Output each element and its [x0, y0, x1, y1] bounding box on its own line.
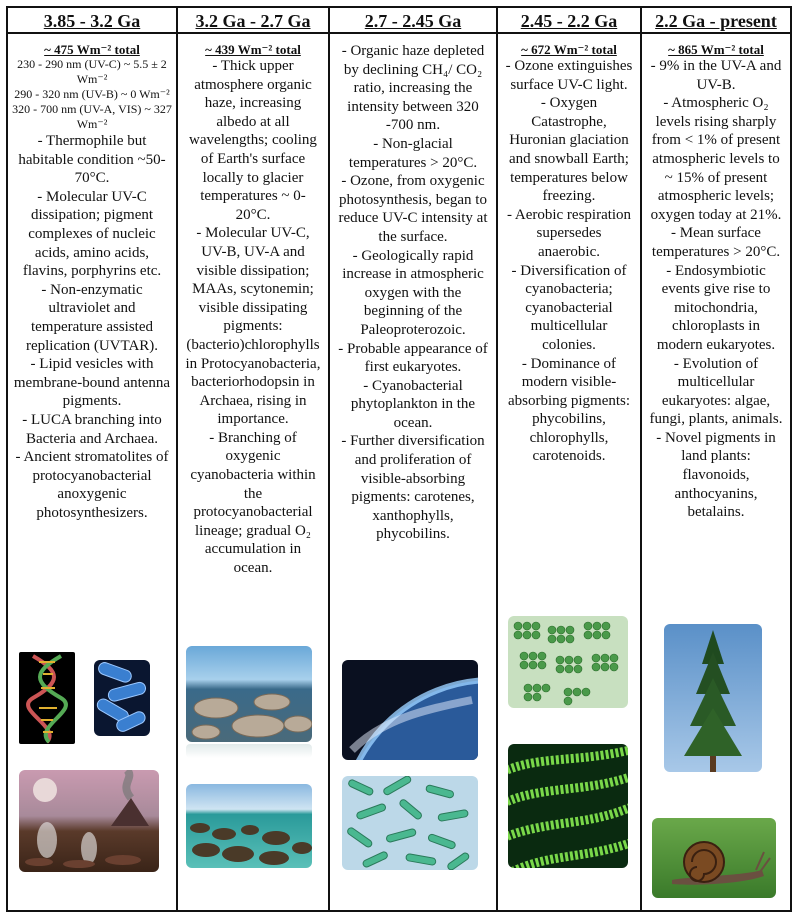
column-header: 3.85 - 3.2 Ga [8, 8, 176, 34]
column-header: 2.7 - 2.45 Ga [330, 8, 496, 34]
total-flux: ~ 865 Wm⁻² total [668, 42, 764, 57]
column-2-2-ga-present [642, 8, 790, 910]
column-2-7-2-45-ga [330, 8, 498, 910]
filamentous-algae-image [508, 744, 628, 868]
bacteria-image [94, 660, 150, 736]
column-2-45-2-2-ga [498, 8, 642, 910]
cyanobacteria-colony-image [508, 616, 628, 708]
column-text: - 9% in the UV-A and UV-B. - Atmospheric O₂ levels rising sharply from < 1% of present atmospheric levels to ~ 15% of present atmospheric levels; oxygen today at 21%. - Mean surface temperatures > 20°C. - Endosymbiotic events give rise to mitochondria, chloroplasts in modern eukaryotes. - Evolution of multicellular eukaryotes: algae, fungi, plants, animals. - Novel pigments in land plants: flavonoids, anthocyanins, betalains. [649, 58, 783, 521]
total-flux: ~ 439 Wm⁻² total [205, 42, 301, 57]
total-flux: ~ 475 Wm⁻² total [44, 42, 140, 57]
phytoplankton-image [342, 776, 478, 870]
snail-image [652, 818, 776, 898]
flux-uva-vis: 320 - 700 nm (UV-A, VIS) ~ 327 Wm⁻² [12, 102, 172, 131]
flux-uvc: 230 - 290 nm (UV-C) ~ 5.5 ± 2 Wm⁻² [17, 57, 167, 86]
column-header: 3.2 Ga - 2.7 Ga [178, 8, 328, 34]
column-text: - Organic haze depleted by declining CH₄/ CO₂ ratio, increasing the intensity between 320 -700 nm. - Non-glacial temperatures > 20°C. - Ozone, from oxygenic photosynthesis, began to reduce UV-C intensity at the surface. - Geologically rapid increase in atmospheric oxygen with the beginning of the Paleoproterozoic. - Probable appearance of first eukaryotes. - Cyanobacterial phytoplankton in the ocean. - Further diversification and proliferation of visible-absorbing pigments: carotenes, xanthophylls, phycobilins. [338, 43, 488, 543]
eon-table [6, 6, 792, 912]
stromatolites-shore-image [186, 784, 312, 868]
earth-from-space-image [342, 660, 478, 760]
column-text: - Ozone extinguishes surface UV-C light. - Oxygen Catastrophe, Huronian glaciation and snowball Earth; temperatures below freezing. - Aerobic respiration supersedes anaerobic. - Diversification of cyanobacteria; cyanobacterial multicellular colonies. - Dominance of modern visible-absorbing pigments: phycobilins, chlorophylls, carotenoids. [505, 58, 633, 465]
column-3-85-3-2-ga [8, 8, 178, 910]
volcanic-landscape-image [19, 770, 159, 872]
stromatolites-image [186, 646, 312, 742]
column-header: 2.45 - 2.2 Ga [498, 8, 640, 34]
column-text: - Thick upper atmosphere organic haze, increasing albedo at all wavelengths; cooling of Earth's surface locally to glacier temperatures ~ 0-20°C. - Molecular UV-C, UV-B, UV-A and visible dissipation; MAAs, scytonemin; visible dissipating pigments: (bacterio)chlorophylls in Protocyanobacteria, bacteriorhodopsin in Archaea, rising in importance. - Branching of oxygenic cyanobacteria within the protocyanobacterial lineage; gradual O₂ accumulation in ocean. [185, 58, 321, 577]
column-text: - Thermophile but habitable condition ~50-70°C. - Molecular UV-C dissipation; pigment complexes of nucleic acids, amino acids, flavins, porphyrins etc. - Non-enzymatic ultraviolet and temperature assisted replication (UVTAR). - Lipid vesicles with membrane-bound antenna pigments. - LUCA branching into Bacteria and Archaea. - Ancient stromatolites of protocyanobacterial anoxygenic photosynthesizers. [13, 133, 171, 521]
conifer-tree-image [664, 624, 762, 772]
flux-uvb: 290 - 320 nm (UV-B) ~ 0 Wm⁻² [14, 87, 170, 101]
total-flux: ~ 672 Wm⁻² total [521, 42, 617, 57]
dna-helix-image [19, 652, 75, 744]
column-header: 2.2 Ga - present [642, 8, 790, 34]
column-3-2-2-7-ga [178, 8, 330, 910]
